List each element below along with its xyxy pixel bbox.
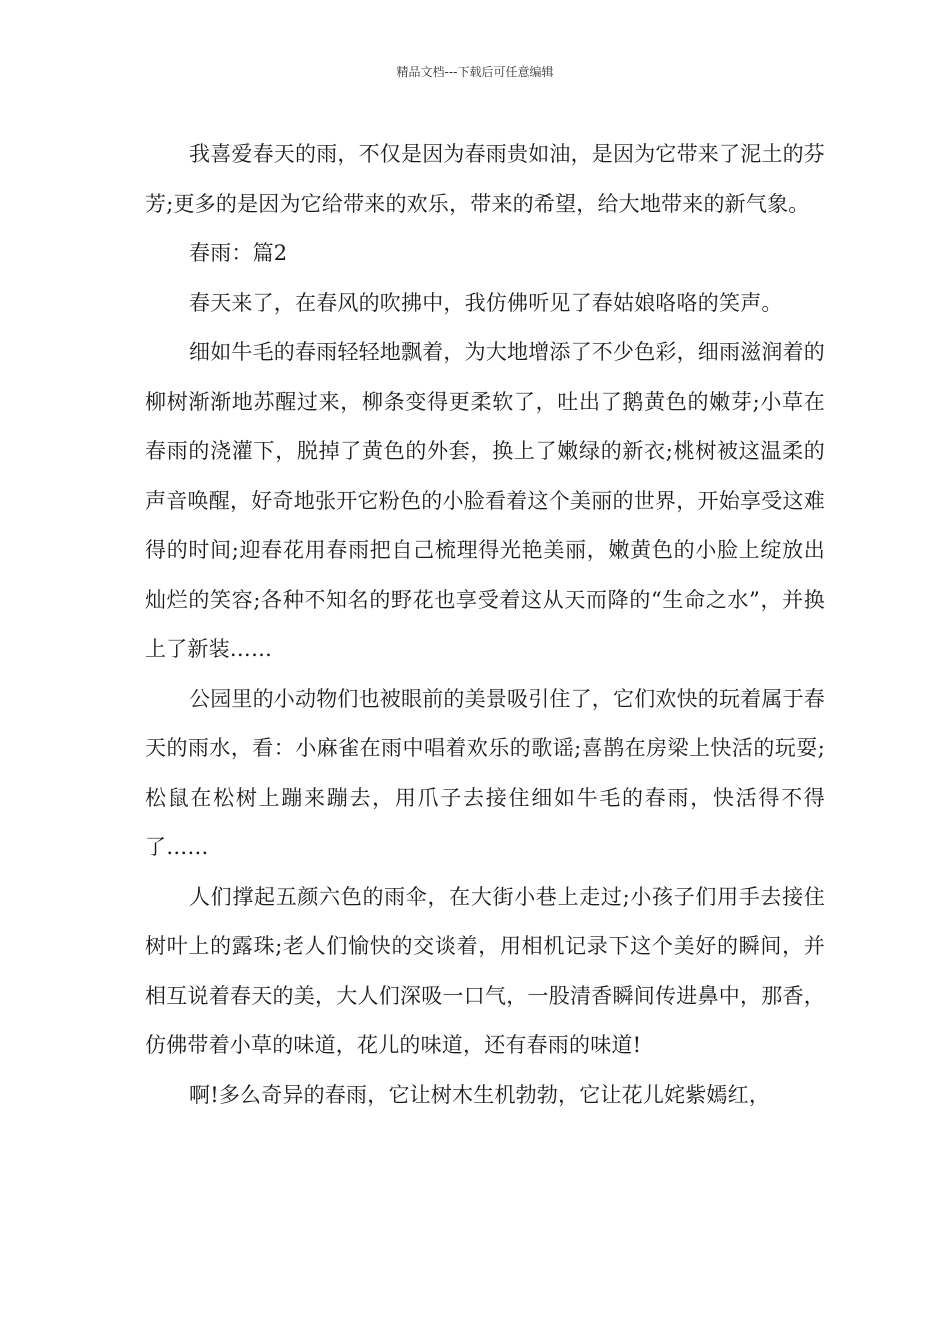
section-heading: 春雨：篇2 <box>189 241 288 265</box>
paragraph-3: 细如牛毛的春雨轻轻地飘着，为大地增添了不少色彩，细雨滋润着的柳树渐渐地苏醒过来，柳条变得更柔软了，吐出了鹅黄色的嫩芽;小草在春雨的浇灌下，脱掉了黄色的外套，换上了嫩绿的新衣;桃树被这温柔的声音唤醒，好奇地张开它粉色的小脸看着这个美丽的世界，开始享受这难得的时间;迎春花用春雨把自己梳理得光艳美丽，嫩黄色的小脸上绽放出灿烂的笑容;各种不知名的野花也享受着这从天而降的“生命之水”，并换上了新装…… <box>145 340 825 661</box>
paragraph-5: 人们撑起五颜六色的雨伞，在大街小巷上走过;小孩子们用手去接住树叶上的露珠;老人们愉快的交谈着，用相机记录下这个美好的瞬间，并相互说着春天的美，大人们深吸一口气，一股清香瞬间传进鼻中，那香，仿佛带着小草的味道，花儿的味道，还有春雨的味道! <box>145 884 825 1057</box>
page-header: 精品文档---下载后可任意编辑 <box>396 65 554 79</box>
document-body <box>145 130 825 1120</box>
paragraph-1: 我喜爱春天的雨，不仅是因为春雨贵如油，是因为它带来了泥土的芬芳;更多的是因为它给带来的欢乐，带来的希望，给大地带来的新气象。 <box>145 142 825 216</box>
paragraph-4: 公园里的小动物们也被眼前的美景吸引住了，它们欢快的玩着属于春天的雨水，看：小麻雀在雨中唱着欢乐的歌谣;喜鹊在房梁上快活的玩耍;松鼠在松树上蹦来蹦去，用爪子去接住细如牛毛的春雨，快活得不得了…… <box>145 686 825 859</box>
paragraph-2: 春天来了，在春风的吹拂中，我仿佛听见了春姑娘咯咯的笑声。 <box>189 290 783 315</box>
paragraph-6: 啊!多么奇异的春雨，它让树木生机勃勃，它让花儿姹紫嫣红， <box>189 1082 771 1107</box>
